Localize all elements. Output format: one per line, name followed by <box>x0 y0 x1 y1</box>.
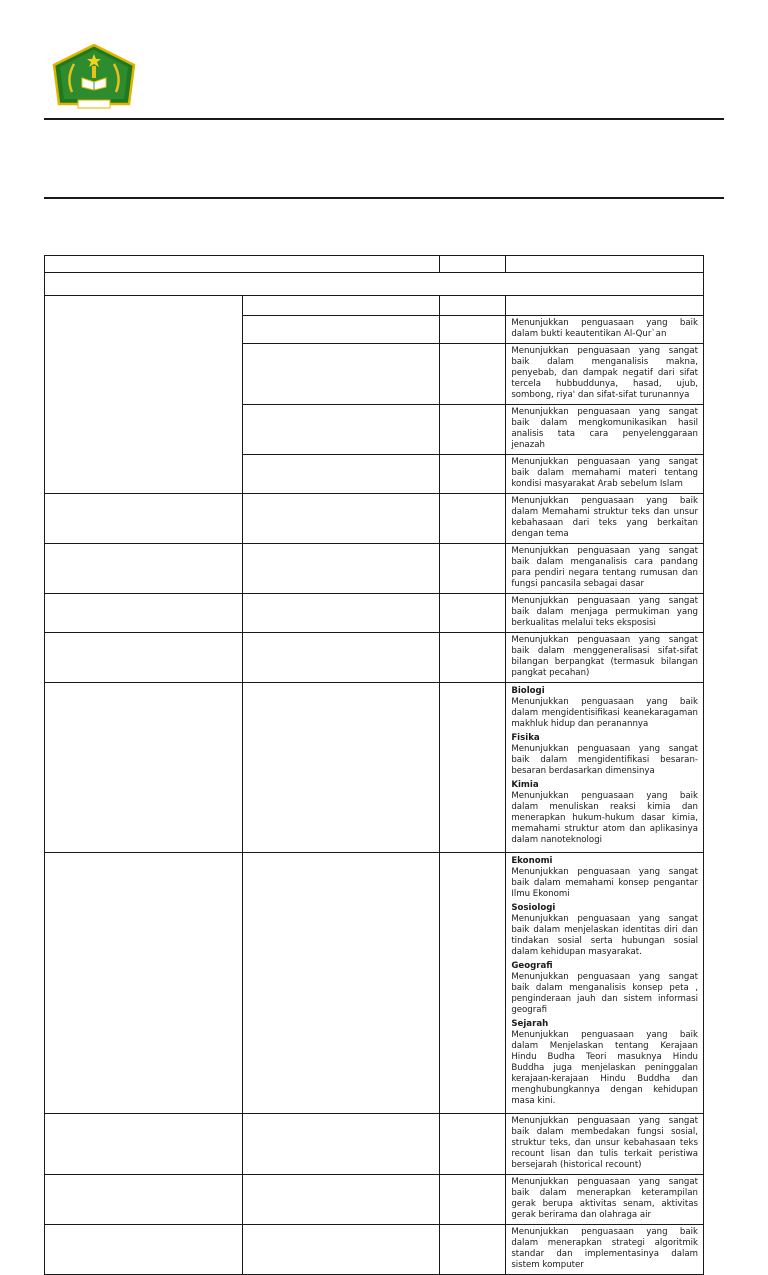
sub-subject-description: Menunjukkan penguasaan yang baik dalam Menjelaskan tentang Kerajaan Hindu Budha Teori masuknya Hindu Buddha juga menjelaskan peninggalan kerajaan-kerajaan Hindu Buddha dan menghubungkannya dengan kehidupan masa kini. <box>511 1030 698 1106</box>
grade-cell <box>440 344 506 405</box>
description-cell: Menunjukkan penguasaan yang baik dalam Memahami struktur teks dan unsur kebahasaan dari teks yang berkaitan dengan tema <box>506 494 704 544</box>
table-row <box>45 1114 704 1175</box>
subject-cell <box>242 1175 440 1225</box>
subject-cell <box>242 633 440 683</box>
description-cell <box>506 296 704 316</box>
table-row <box>45 633 704 683</box>
sub-subject-description: Menunjukkan penguasaan yang sangat baik dalam mengidentifikasi besaran-besaran berdasarkan dimensinya <box>511 744 698 776</box>
grade-cell <box>440 405 506 455</box>
description-cell: Menunjukkan penguasaan yang sangat baik dalam menganalisis cara pandang para pendiri negara tentang rumusan dan fungsi pancasila sebagai dasar <box>506 544 704 594</box>
sub-subject-description: Menunjukkan penguasaan yang sangat baik dalam memahami konsep pengantar Ilmu Ekonomi <box>511 867 698 899</box>
sub-subject-title: Sejarah <box>511 1019 549 1029</box>
table-row <box>45 544 704 594</box>
subject-cell <box>242 405 440 455</box>
sub-subject-description: Menunjukkan penguasaan yang baik dalam menuliskan reaksi kimia dan menerapkan hukum-hukum dasar kimia, memahami struktur atom dan aplikasinya dalam nanoteknologi <box>511 791 698 845</box>
row-number-cell <box>45 633 243 683</box>
description-cell: Menunjukkan penguasaan yang sangat baik dalam menerapkan keterampilan gerak berupa aktivitas senam, aktivitas gerak berirama dan olahraga air <box>506 1175 704 1225</box>
description-cell <box>506 683 704 853</box>
sub-subject-description: Menunjukkan penguasaan yang baik dalam mengidentisifikasi keanekaragaman makhluk hidup dan peranannya <box>511 697 698 729</box>
grade-cell <box>440 1175 506 1225</box>
row-number-cell <box>45 594 243 633</box>
subject-cell <box>242 494 440 544</box>
sub-subject-title: Fisika <box>511 733 540 743</box>
grade-cell <box>440 594 506 633</box>
grade-cell <box>440 853 506 1114</box>
subject-cell <box>242 1114 440 1175</box>
row-number-cell <box>45 853 243 1114</box>
grade-cell <box>440 544 506 594</box>
ministry-logo <box>52 44 136 114</box>
row-number-cell <box>45 1175 243 1225</box>
subject-cell <box>242 594 440 633</box>
table-row <box>45 1175 704 1225</box>
header-rule-bottom <box>44 197 724 199</box>
description-cell <box>506 853 704 1114</box>
row-number-cell <box>45 296 243 494</box>
group-label-cell <box>45 273 704 296</box>
row-number-cell <box>45 544 243 594</box>
row-number-cell <box>45 1114 243 1175</box>
header-cell-grade <box>440 256 506 273</box>
grade-cell <box>440 494 506 544</box>
subject-cell <box>242 1225 440 1275</box>
grades-table <box>44 255 704 1275</box>
grade-cell <box>440 683 506 853</box>
subject-cell <box>242 316 440 344</box>
description-cell: Menunjukkan penguasaan yang sangat baik dalam membedakan fungsi sosial, struktur teks, dan unsur kebahasaan teks recount lisan dan tulis terkait peristiwa bersejarah (historical recount) <box>506 1114 704 1175</box>
subject-cell <box>242 853 440 1114</box>
description-cell: Menunjukkan penguasaan yang sangat baik dalam menganalisis makna, penyebab, dan dampak negatif dari sifat tercela hubbuddunya, hasad, ujub, sombong, riya' dan sifat-sifat turunannya <box>506 344 704 405</box>
table-row <box>45 594 704 633</box>
table-row-science <box>45 683 704 853</box>
description-cell: Menunjukkan penguasaan yang sangat baik dalam menggeneralisasi sifat-sifat bilangan berpangkat (termasuk bilangan pangkat pecahan) <box>506 633 704 683</box>
description-cell: Menunjukkan penguasaan yang baik dalam menerapkan strategi algoritmik standar dan implementasinya dalam sistem komputer <box>506 1225 704 1275</box>
sub-subject-title: Sosiologi <box>511 903 556 913</box>
subject-cell <box>242 544 440 594</box>
grade-cell <box>440 296 506 316</box>
subject-cell <box>242 455 440 494</box>
subject-cell <box>242 296 440 316</box>
grade-cell <box>440 1225 506 1275</box>
group-row <box>45 273 704 296</box>
subject-cell <box>242 344 440 405</box>
header-cell-description <box>506 256 704 273</box>
header-rule-top <box>44 118 724 120</box>
sub-subject-title: Ekonomi <box>511 856 553 866</box>
description-cell: Menunjukkan penguasaan yang sangat baik dalam memahami materi tentang kondisi masyarakat Arab sebelum Islam <box>506 455 704 494</box>
description-cell: Menunjukkan penguasaan yang sangat baik dalam mengkomunikasikan hasil analisis tata cara penyelenggaraan jenazah <box>506 405 704 455</box>
table-row <box>45 494 704 544</box>
table-row-social <box>45 853 704 1114</box>
sub-subject-title: Geografi <box>511 961 553 971</box>
grade-cell <box>440 1114 506 1175</box>
sub-subject-description: Menunjukkan penguasaan yang sangat baik dalam menganalisis konsep peta , penginderaan jauh dan sistem informasi geografi <box>511 972 698 1015</box>
sub-subject-title: Biologi <box>511 686 545 696</box>
description-cell: Menunjukkan penguasaan yang baik dalam bukti keautentikan Al-Qur`an <box>506 316 704 344</box>
description-cell: Menunjukkan penguasaan yang sangat baik dalam menjaga permukiman yang berkualitas melalui teks eksposisi <box>506 594 704 633</box>
grade-cell <box>440 455 506 494</box>
header-cell-subject <box>45 256 440 273</box>
subject-cell <box>242 683 440 853</box>
grade-cell <box>440 316 506 344</box>
table-row <box>45 296 704 316</box>
table-row <box>45 1225 704 1275</box>
row-number-cell <box>45 683 243 853</box>
sub-subject-title: Kimia <box>511 780 539 790</box>
table-header-row <box>45 256 704 273</box>
row-number-cell <box>45 494 243 544</box>
sub-subject-description: Menunjukkan penguasaan yang sangat baik dalam menjelaskan identitas diri dan tindakan sosial serta hubungan sosial dalam kehidupan masyarakat. <box>511 914 698 957</box>
row-number-cell <box>45 1225 243 1275</box>
grade-cell <box>440 633 506 683</box>
